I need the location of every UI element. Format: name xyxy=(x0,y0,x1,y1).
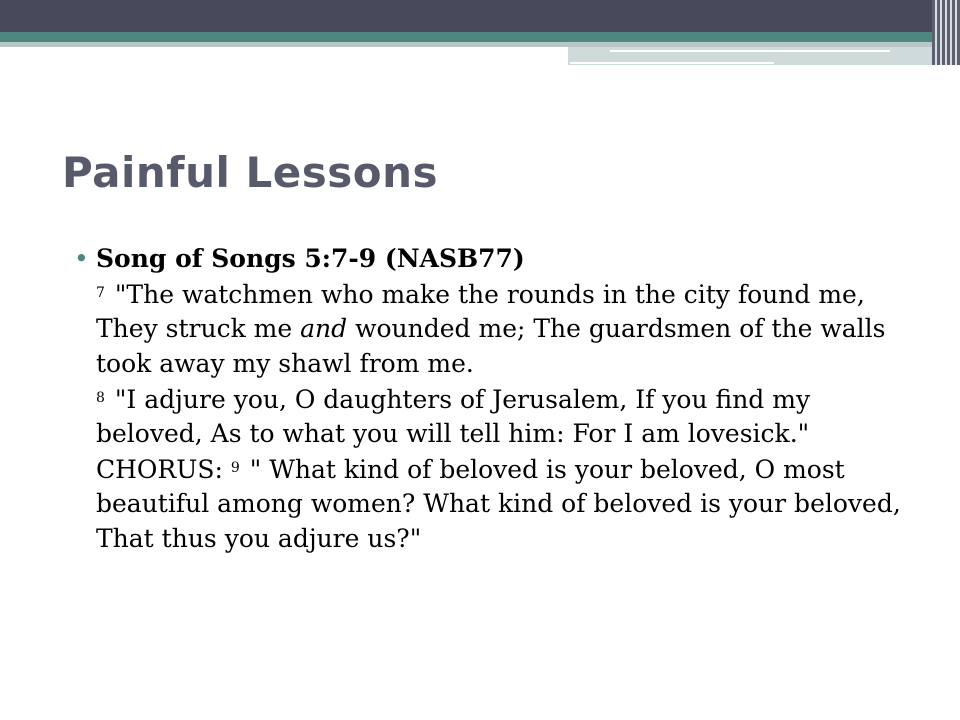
bullet-icon: • xyxy=(74,244,89,273)
slide-title: Painful Lessons xyxy=(62,148,438,197)
verse-emphasis: and xyxy=(300,314,348,344)
verse-text: " What kind of beloved is your beloved, O most beautiful among women? What kind of beloved is your beloved, That thus you adjure us?" xyxy=(96,455,901,553)
header-band-dark xyxy=(0,0,960,32)
slide-body xyxy=(74,242,904,556)
verse-7 xyxy=(96,276,904,381)
corner-stripes-decoration xyxy=(932,0,960,65)
verse-8 xyxy=(96,381,904,451)
verse-text: "I adjure you, O daughters of Jerusalem, If you find my beloved, As to what you will tell him: For I am lovesick." xyxy=(96,384,811,449)
header-line xyxy=(570,62,774,64)
verse-number: 7 xyxy=(96,285,105,302)
verse-text: wounded me; The guardsmen of the walls took away my shawl from me. xyxy=(96,314,886,378)
bullet-text xyxy=(96,242,904,556)
verse-9 xyxy=(96,451,904,556)
verse-text: "The watchmen who make the rounds in the city found me, They struck me xyxy=(96,280,865,344)
verse-number: 9 xyxy=(230,460,240,477)
chorus-label: CHORUS: xyxy=(96,455,223,485)
scripture-reference: Song of Songs 5:7-9 (NASB77) xyxy=(96,244,525,273)
header-line xyxy=(610,50,890,52)
verse-number: 8 xyxy=(96,389,105,406)
header-band-teal xyxy=(0,32,960,42)
